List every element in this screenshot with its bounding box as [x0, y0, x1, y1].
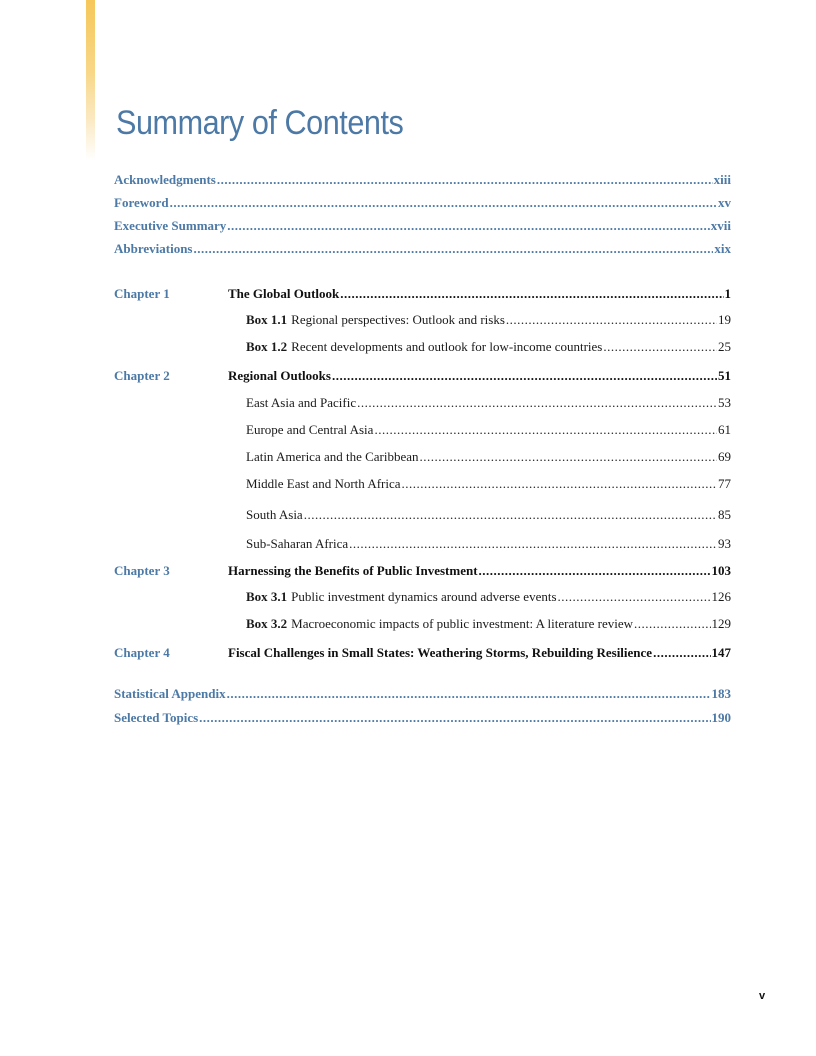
dot-leader	[653, 643, 710, 663]
toc-entry-south-asia[interactable]	[246, 505, 731, 525]
toc-entry-label: Sub-Saharan Africa	[246, 536, 349, 551]
toc-entry-box-3-1[interactable]	[246, 587, 731, 607]
dot-leader	[506, 310, 717, 330]
box-title: Macroeconomic impacts of public investment: A literature review	[291, 616, 634, 631]
box-number: Box 3.2	[246, 616, 288, 631]
toc-entry-label: Harnessing the Benefits of Public Investment	[228, 563, 478, 578]
toc-entry-page: xvii	[710, 218, 731, 233]
toc-entry-label: Middle East and North Africa	[246, 476, 401, 491]
dot-leader	[374, 420, 717, 440]
toc-entry-label: Acknowledgments	[114, 172, 216, 187]
dot-leader	[420, 447, 717, 467]
dot-leader	[170, 193, 717, 213]
toc-entry-label	[246, 587, 557, 607]
toc-entry-label: Statistical Appendix	[114, 686, 226, 701]
toc-entry-page: 77	[718, 476, 731, 491]
toc-entry-label: South Asia	[246, 507, 303, 522]
toc-entry-page: 51	[718, 368, 731, 383]
toc-entry-label	[246, 337, 602, 357]
toc-entry-label: Foreword	[114, 195, 169, 210]
toc-entry-label	[246, 310, 505, 330]
toc-entry-middle-east-north-africa[interactable]	[246, 474, 731, 494]
toc-entry-chapter-1[interactable]	[228, 284, 731, 304]
box-title: Regional perspectives: Outlook and risks	[291, 312, 505, 327]
toc-entry-box-3-2[interactable]	[246, 614, 731, 634]
chapter-label: Chapter 3	[114, 563, 170, 578]
dot-leader	[332, 366, 717, 386]
dot-leader	[357, 393, 717, 413]
dot-leader	[340, 284, 723, 304]
toc-entry-page: 85	[718, 507, 731, 522]
accent-bar	[86, 0, 95, 160]
toc-entry-executive-summary[interactable]	[114, 216, 731, 236]
toc-entry-page: 103	[711, 563, 731, 578]
box-title: Recent developments and outlook for low-income countries	[291, 339, 603, 354]
toc-entry-page: 190	[711, 710, 731, 725]
toc-entry-page: 19	[718, 312, 731, 327]
toc-entry-latin-america-caribbean[interactable]	[246, 447, 731, 467]
box-number: Box 1.2	[246, 339, 288, 354]
page-number: v	[759, 990, 766, 1002]
dot-leader	[603, 337, 717, 357]
chapter-label: Chapter 2	[114, 368, 170, 383]
toc-entry-page: xv	[718, 195, 731, 210]
dot-leader	[304, 505, 717, 525]
toc-entry-page: 25	[718, 339, 731, 354]
toc-entry-page: 129	[711, 616, 731, 631]
toc-entry-label	[246, 614, 633, 634]
toc-entry-foreword[interactable]	[114, 193, 731, 213]
dot-leader	[227, 216, 709, 236]
toc-entry-label: Fiscal Challenges in Small States: Weathering Storms, Rebuilding Resilience	[228, 645, 653, 660]
toc-entry-chapter-4[interactable]	[228, 643, 731, 663]
toc-entry-page: xiii	[713, 172, 731, 187]
toc-entry-box-1-1[interactable]	[246, 310, 731, 330]
dot-leader	[479, 561, 711, 581]
toc-entry-label: Latin America and the Caribbean	[246, 449, 419, 464]
toc-entry-page: 147	[711, 645, 731, 660]
toc-entry-chapter-3[interactable]	[228, 561, 731, 581]
toc-entry-europe-central-asia[interactable]	[246, 420, 731, 440]
toc-entry-chapter-2[interactable]	[228, 366, 731, 386]
toc-entry-box-1-2[interactable]	[246, 337, 731, 357]
box-title: Public investment dynamics around adverse events	[291, 589, 557, 604]
toc-entry-abbreviations[interactable]	[114, 239, 731, 259]
toc-entry-label: Europe and Central Asia	[246, 422, 374, 437]
toc-entry-label: Regional Outlooks	[228, 368, 331, 383]
box-number: Box 1.1	[246, 312, 288, 327]
toc-entry-label: The Global Outlook	[228, 286, 340, 301]
toc-entry-page: 93	[718, 536, 731, 551]
toc-entry-page: 1	[724, 286, 731, 301]
dot-leader	[199, 708, 710, 728]
toc-entry-east-asia-pacific[interactable]	[246, 393, 731, 413]
toc-entry-label: Selected Topics	[114, 710, 199, 725]
toc-entry-acknowledgments[interactable]	[114, 170, 731, 190]
box-number: Box 3.1	[246, 589, 288, 604]
dot-leader	[634, 614, 710, 634]
toc-entry-label: East Asia and Pacific	[246, 395, 357, 410]
toc-entry-page: 183	[711, 686, 731, 701]
dot-leader	[402, 474, 717, 494]
toc-entry-page: 126	[711, 589, 731, 604]
dot-leader	[194, 239, 714, 259]
toc-entry-page: 53	[718, 395, 731, 410]
toc-entry-statistical-appendix[interactable]	[114, 684, 731, 704]
toc-entry-page: 61	[718, 422, 731, 437]
toc-entry-selected-topics[interactable]	[114, 708, 731, 728]
dot-leader	[558, 587, 711, 607]
dot-leader	[227, 684, 711, 704]
toc-entry-label: Abbreviations	[114, 241, 193, 256]
page-title: Summary of Contents	[116, 104, 404, 142]
chapter-label: Chapter 1	[114, 286, 170, 301]
dot-leader	[217, 170, 713, 190]
dot-leader	[349, 534, 717, 554]
toc-entry-label: Executive Summary	[114, 218, 227, 233]
toc-entry-page: 69	[718, 449, 731, 464]
toc-entry-sub-saharan-africa[interactable]	[246, 534, 731, 554]
chapter-label: Chapter 4	[114, 645, 170, 660]
toc-entry-page: xix	[714, 241, 731, 256]
